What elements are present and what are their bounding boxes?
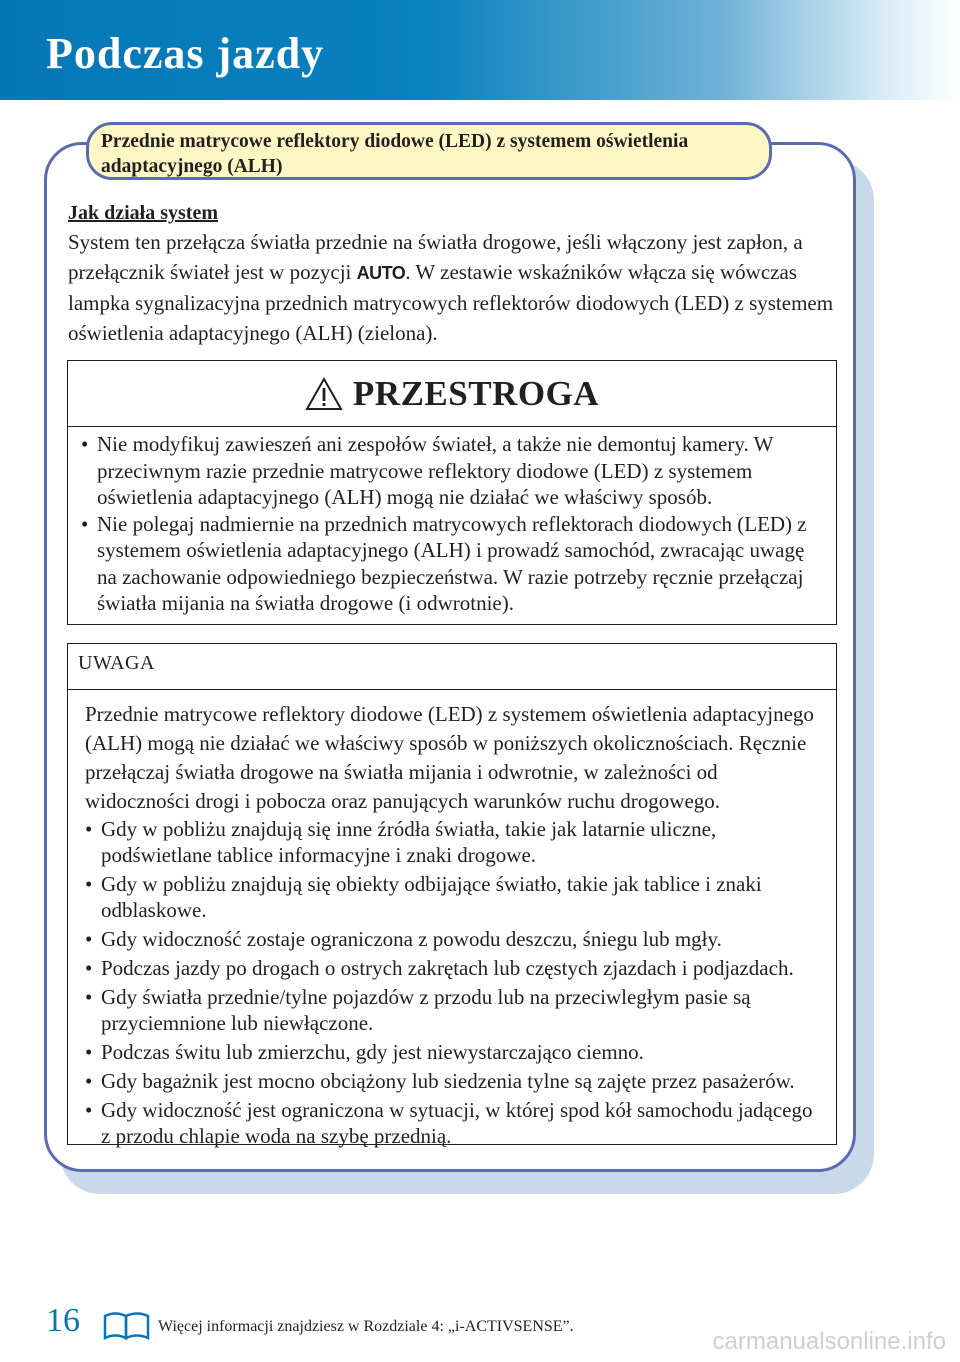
caution-box (67, 360, 837, 625)
note-item: • Podczas świtu lub zmierzchu, gdy jest niewystarczająco ciemno. (85, 1039, 826, 1065)
book-icon (102, 1310, 152, 1340)
caution-header (68, 361, 836, 427)
chapter-reference: Więcej informacji znajdziesz w Rozdziale 4: „i-ACTIVSENSE”. (158, 1318, 574, 1335)
note-item: • Gdy widoczność zostaje ograniczona z powodu deszczu, śniegu lub mgły. (85, 926, 826, 952)
warning-triangle-icon (305, 377, 343, 411)
watermark: carmanualsonline.info (712, 1328, 946, 1355)
note-item: • Gdy widoczność jest ograniczona w sytuacji, w której spod kół samochodu jadącego z przodu chlapie woda na szybę przednią. (85, 1097, 826, 1149)
section-title: Przednie matrycowe reflektory diodowe (LED) z systemem oświetlenia adaptacyjnego (ALH) (86, 122, 772, 180)
note-body (68, 690, 836, 1149)
caution-item: • Nie modyfikuj zawieszeń ani zespołów świateł, a także nie demontuj kamery. W przeciwnym razie przednie matrycowe reflektory diodowe (LED) z systemem oświetlenia adaptacyjnego (ALH) mogą nie działać we właściwy sposób. (81, 431, 822, 511)
note-list (85, 816, 826, 1149)
page-header (0, 0, 960, 100)
how-it-works-heading: Jak działa system (68, 202, 218, 224)
auto-switch-label: AUTO (356, 263, 406, 283)
caution-title: PRZESTROGA (352, 373, 600, 413)
page-title: Podczas jazdy (46, 29, 325, 78)
note-box (67, 643, 837, 1148)
note-item: • Podczas jazdy po drogach o ostrych zakrętach lub częstych zjazdach i podjazdach. (85, 955, 826, 981)
how-it-works (68, 199, 838, 348)
how-text-before: System ten przełącza światła przednie na światła drogowe, jeśli włączony jest zapłon, a przełącznik świateł jest w pozycji (68, 230, 803, 284)
note-title: UWAGA (68, 644, 836, 690)
page-number: 16 (46, 1302, 80, 1339)
note-item: • Gdy w pobliżu znajdują się obiekty odbijające światło, takie jak tablice i znaki odblaskowe. (85, 871, 826, 923)
caution-list (68, 427, 836, 617)
note-item: • Gdy światła przednie/tylne pojazdów z przodu lub na przeciwległym pasie są przyciemnione lub niewłączone. (85, 984, 826, 1036)
note-item: • Gdy bagażnik jest mocno obciążony lub siedzenia tylne są zajęte przez pasażerów. (85, 1068, 826, 1094)
caution-item: • Nie polegaj nadmiernie na przednich matrycowych reflektorach diodowych (LED) z systemem oświetlenia adaptacyjnego (ALH) i prowadź samochód, zwracając uwagę na zachowanie odpowiedniego bezpieczeństwa. W razie potrzeby ręcznie przełączaj światła mijania na światła drogowe (i odwrotnie). (81, 511, 822, 617)
how-it-works-text (68, 227, 838, 348)
note-intro: Przednie matrycowe reflektory diodowe (LED) z systemem oświetlenia adaptacyjnego (ALH) mogą nie działać we właściwy sposób w poniższych okolicznościach. Ręcznie przełączaj światła drogowe na światła mijania i odwrotnie, w zależności od widoczności drogi i pobocza oraz panujących warunków ruchu drogowego. (85, 702, 814, 813)
note-item: • Gdy w pobliżu znajdują się inne źródła światła, takie jak latarnie uliczne, podświetlane tablice informacyjne i znaki drogowe. (85, 816, 826, 868)
how-text-after: . W zestawie wskaźników włącza się wówczas lampka sygnalizacyjna przednich matrycowych reflektorów diodowych (LED) z systemem oświetlenia adaptacyjnego (ALH) (zielona). (68, 260, 834, 345)
